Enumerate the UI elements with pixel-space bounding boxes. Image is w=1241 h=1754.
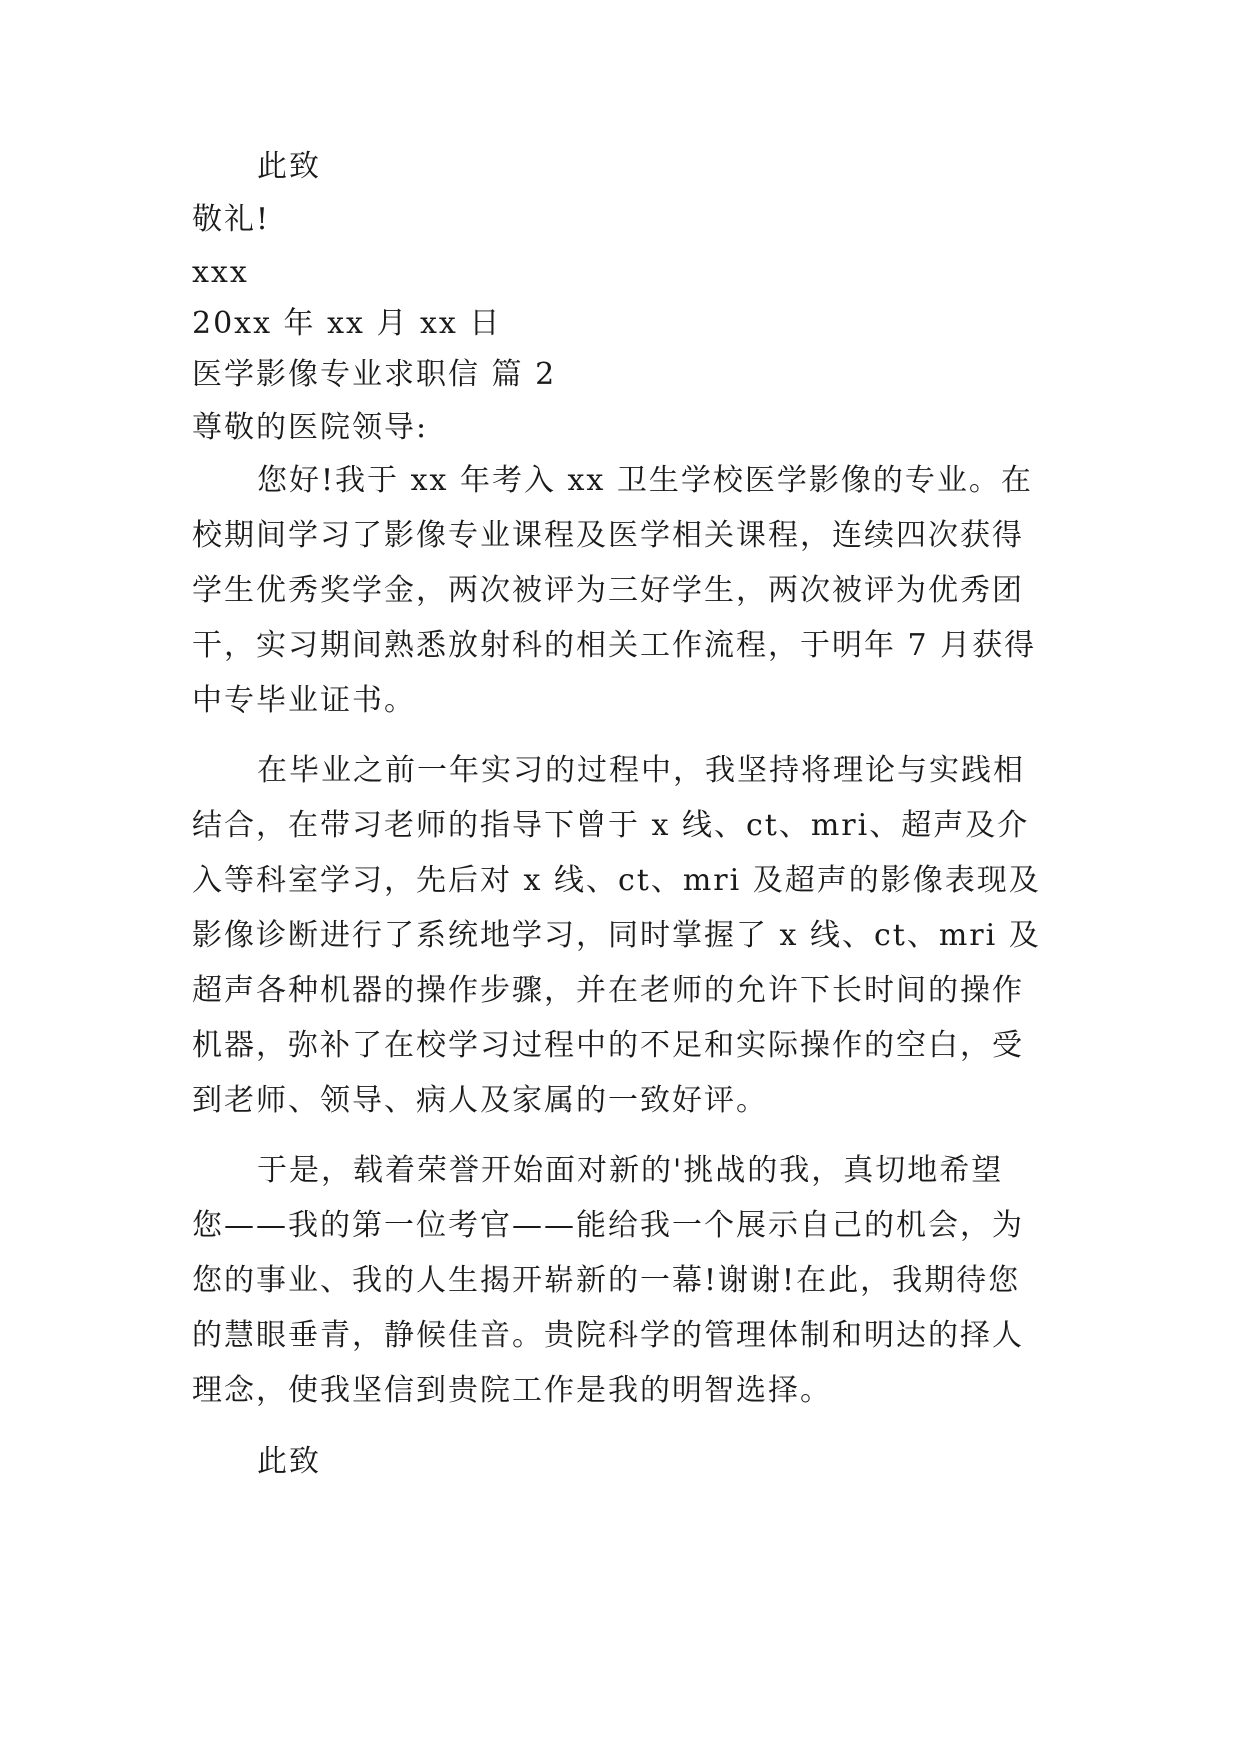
paragraph-line: 超声各种机器的操作步骤，并在老师的允许下长时间的操作 (192, 973, 1024, 1008)
paragraph-line: 机器，弥补了在校学习过程中的不足和实际操作的空白，受 (192, 1028, 1024, 1063)
paragraph-line: 入等科室学习，先后对 x 线、ct、mri 及超声的影像表现及 (192, 863, 1041, 898)
closing-text-2: 此致 (257, 1444, 321, 1479)
paragraph-line: 您——我的第一位考官——能给我一个展示自己的机会，为 (192, 1208, 1024, 1243)
greeting-text: 尊敬的医院领导: (192, 410, 429, 445)
date-text: 20xx 年 xx 月 xx 日 (192, 306, 502, 341)
paragraph-line: 中专毕业证书。 (192, 683, 416, 718)
salute-text: 敬礼! (192, 202, 271, 237)
paragraph-line: 到老师、领导、病人及家属的一致好评。 (192, 1083, 768, 1118)
paragraph-line: 于是，载着荣誉开始面对新的'挑战的我，真切地希望 (257, 1153, 1004, 1188)
paragraph-line: 在毕业之前一年实习的过程中，我坚持将理论与实践相 (257, 753, 1025, 788)
paragraph-line: 的慧眼垂青，静候佳音。贵院科学的管理体制和明达的择人 (192, 1318, 1024, 1353)
paragraph-line: 理念，使我坚信到贵院工作是我的明智选择。 (192, 1373, 832, 1408)
paragraph-line: 结合，在带习老师的指导下曾于 x 线、ct、mri、超声及介 (192, 808, 1030, 843)
paragraph-line: 干，实习期间熟悉放射科的相关工作流程，于明年 7 月获得 (192, 628, 1037, 663)
signature-text: xxx (192, 255, 249, 290)
paragraph-line: 影像诊断进行了系统地学习，同时掌握了 x 线、ct、mri 及 (192, 918, 1041, 953)
paragraph-line: 校期间学习了影像专业课程及医学相关课程，连续四次获得 (192, 518, 1024, 553)
paragraph-line: 学生优秀奖学金，两次被评为三好学生，两次被评为优秀团 (192, 573, 1024, 608)
paragraph-line: 您好!我于 xx 年考入 xx 卫生学校医学影像的专业。在 (257, 463, 1033, 498)
paragraph-line: 您的事业、我的人生揭开崭新的一幕!谢谢!在此，我期待您 (192, 1263, 1021, 1298)
section-title: 医学影像专业求职信 篇 2 (192, 357, 557, 392)
closing-text: 此致 (257, 149, 321, 184)
